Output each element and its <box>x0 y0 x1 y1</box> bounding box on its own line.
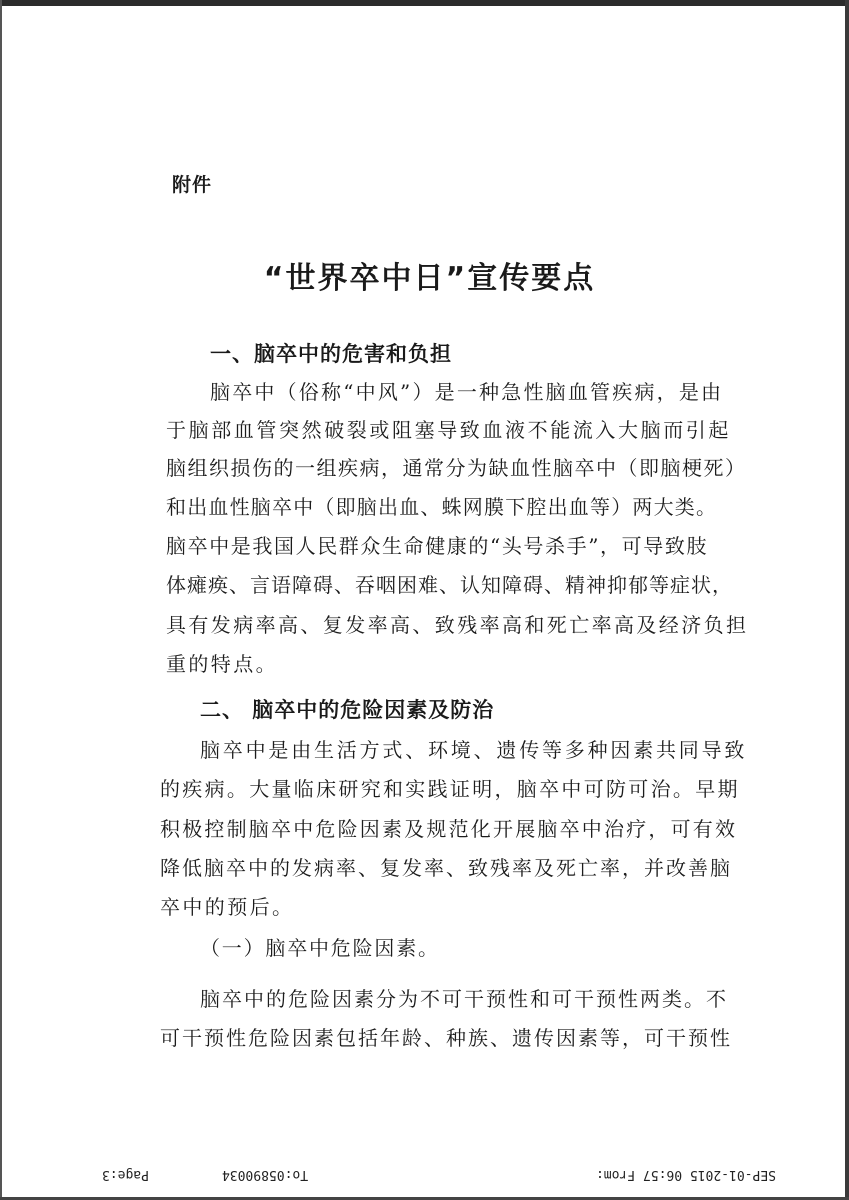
scan-border-right <box>845 0 849 1200</box>
section-2-sub-line: 脑卒中的危险因素分为不可干预性和可干预性两类。不 <box>200 987 728 1011</box>
section-1-line: 脑卒中是我国人民群众生命健康的“头号杀手”，可导致肢 <box>166 534 709 558</box>
section-1-line: 脑卒中（俗称“中风”）是一种急性脑血管疾病，是由 <box>210 380 724 404</box>
section-2-line: 降低脑卒中的发病率、复发率、致残率及死亡率，并改善脑 <box>160 856 732 880</box>
section-1-line: 脑组织损伤的一组疾病，通常分为缺血性脑卒中（即脑梗死） <box>166 456 747 480</box>
attachment-label: 附件 <box>172 174 213 196</box>
section-1-line: 和出血性脑卒中（即脑出血、蛛网膜下腔出血等）两大类。 <box>166 495 718 519</box>
fax-page-number: Page:3 <box>102 1167 149 1182</box>
fax-recipient: To:05890034 <box>222 1167 309 1182</box>
scan-border-left <box>0 0 2 1200</box>
section-1-line: 体瘫痪、言语障碍、吞咽困难、认知障碍、精神抑郁等症状， <box>166 573 733 597</box>
section-2-sub-line: 可干预性危险因素包括年龄、种族、遗传因素等，可干预性 <box>160 1026 732 1050</box>
section-2-line: 卒中的预后。 <box>160 895 295 919</box>
document-title: “世界卒中日”宣传要点 <box>263 261 596 296</box>
section-2-heading: 二、 脑卒中的危险因素及防治 <box>200 698 495 722</box>
section-1-line: 于脑部血管突然破裂或阻塞导致血液不能流入大脑而引起 <box>166 418 731 442</box>
section-1-heading: 一、脑卒中的危害和负担 <box>210 342 452 366</box>
section-2-line: 积极控制脑卒中危险因素及规范化开展脑卒中治疗，可有效 <box>160 817 738 841</box>
fax-timestamp: SEP-01-2015 06:57 From: <box>596 1167 777 1182</box>
section-2-line: 脑卒中是由生活方式、环境、遗传等多种因素共同导致 <box>200 738 748 762</box>
section-1-line: 具有发病率高、复发率高、致残率高和死亡率高及经济负担 <box>166 613 749 637</box>
section-1-line: 重的特点。 <box>166 652 278 676</box>
section-2-subheading: （一）脑卒中危险因素。 <box>200 936 440 960</box>
section-2-line: 的疾病。大量临床研究和实践证明，脑卒中可防可治。早期 <box>160 777 740 801</box>
scan-border-top <box>0 0 849 6</box>
